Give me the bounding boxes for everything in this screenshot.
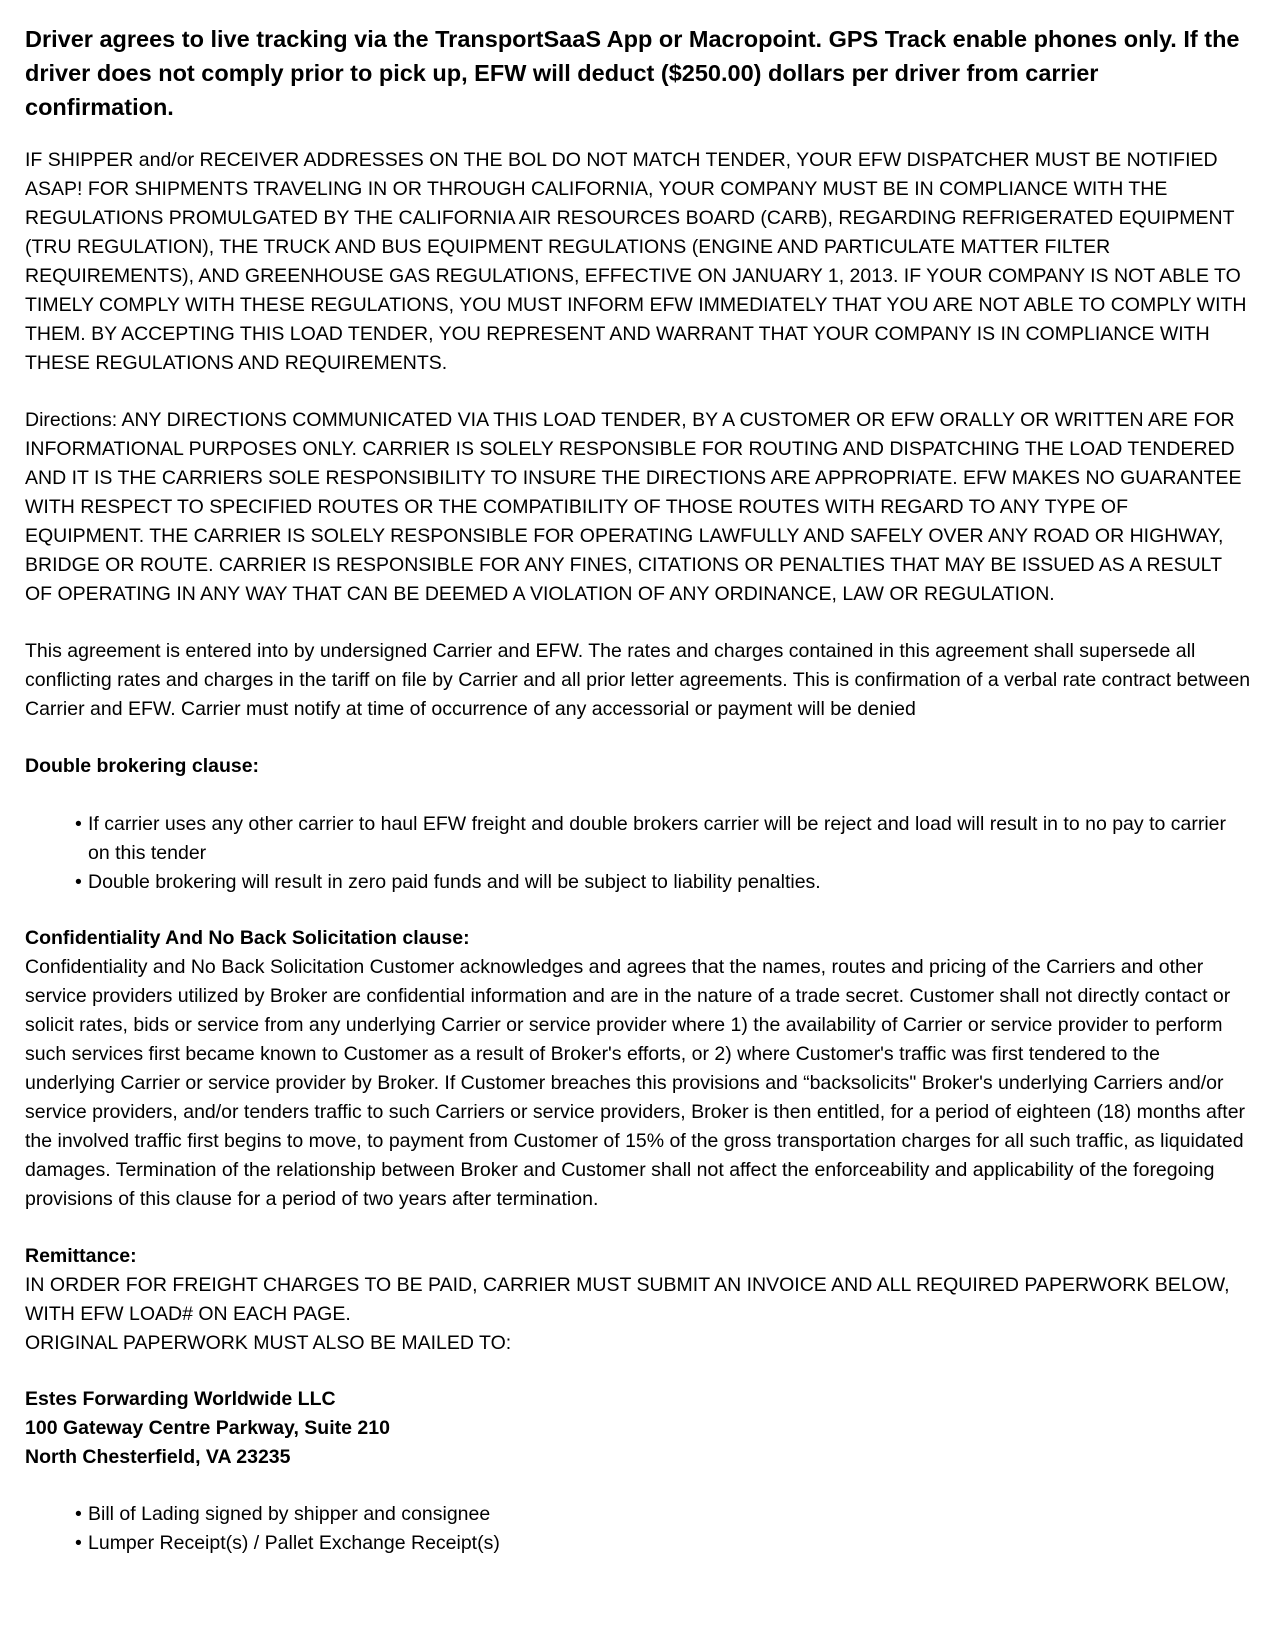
address-compliance-notice: IF SHIPPER and/or RECEIVER ADDRESSES ON THE BOL DO NOT MATCH TENDER, YOUR EFW DISPATCHER MUST BE NOTIFIED ASAP! FOR SHIPMENTS TRAVELING IN OR THROUGH CALIFORNIA, YOUR COMPANY MUST BE IN COMPLIANCE WITH THE REGULATIONS PROMULGATED BY THE CALIFORNIA AIR RESOURCES BOARD (CARB), REGARDING REFRIGERATED EQUIPMENT (TRU REGULATION), THE TRUCK AND BUS EQUIPMENT REGULATIONS (ENGINE AND PARTICULATE MATTER FILTER REQUIREMENTS), AND GREENHOUSE GAS REGULATIONS, EFFECTIVE ON JANUARY 1, 2013. IF YOUR COMPANY IS NOT ABLE TO TIMELY COMPLY WITH THESE REGULATIONS, YOU MUST INFORM EFW IMMEDIATELY THAT YOU ARE NOT ABLE TO COMPLY WITH THEM. BY ACCEPTING THIS LOAD TENDER, YOU REPRESENT AND WARRANT THAT YOUR COMPANY IS IN COMPLIANCE WITH THESE REGULATIONS AND REQUIREMENTS. <box>25 149 1247 374</box>
directions-notice: Directions: ANY DIRECTIONS COMMUNICATED VIA THIS LOAD TENDER, BY A CUSTOMER OR EFW ORALLY OR WRITTEN ARE FOR INFORMATIONAL PURPOSES ONLY. CARRIER IS SOLELY RESPONSIBLE FOR ROUTING AND DISPATCHING THE LOAD TENDERED AND IT IS THE CARRIERS SOLE RESPONSIBILITY TO INSURE THE DIRECTIONS ARE APPROPRIATE. EFW MAKES NO GUARANTEE WITH RESPECT TO SPECIFIED ROUTES OR THE COMPATIBILITY OF THOSE ROUTES WITH REGARD TO ANY TYPE OF EQUIPMENT. THE CARRIER IS SOLELY RESPONSIBLE FOR OPERATING LAWFULLY AND SAFELY OVER ANY ROAD OR HIGHWAY, BRIDGE OR ROUTE. CARRIER IS RESPONSIBLE FOR ANY FINES, CITATIONS OR PENALTIES THAT MAY BE ISSUED AS A RESULT OF OPERATING IN ANY WAY THAT CAN BE DEEMED A VIOLATION OF ANY ORDINANCE, LAW OR REGULATION. <box>25 409 1242 605</box>
double-brokering-heading: Double brokering clause: <box>25 755 260 777</box>
agreement-paragraph: This agreement is entered into by undersigned Carrier and EFW. The rates and charges contained in this agreement shall supersede all conflicting rates and charges in the tariff on file by Carrier and all prior letter agreements. This is confirmation of a verbal rate contract between Carrier and EFW. Carrier must notify at time of occurrence of any accessorial or payment will be denied <box>25 640 1251 720</box>
address-street: 100 Gateway Centre Parkway, Suite 210 <box>25 1417 390 1439</box>
remittance-instructions: IN ORDER FOR FREIGHT CHARGES TO BE PAID, CARRIER MUST SUBMIT AN INVOICE AND ALL REQUIRED PAPERWORK BELOW, WITH EFW LOAD# ON EACH PAGE. <box>25 1274 1230 1325</box>
confidentiality-heading: Confidentiality And No Back Solicitation clause: <box>25 927 470 949</box>
list-item: • Double brokering will result in zero paid funds and will be subject to liability penalties. <box>75 868 1251 897</box>
address-company: Estes Forwarding Worldwide LLC <box>25 1388 336 1410</box>
list-item: • Bill of Lading signed by shipper and consignee <box>75 1500 1251 1529</box>
required-paperwork-list <box>25 1500 1251 1558</box>
tracking-notice: Driver agrees to live tracking via the TransportSaaS App or Macropoint. GPS Track enable phones only. If the driver does not comply prior to pick up, EFW will deduct ($250.00) dollars per driver from carrier confirmation. <box>25 26 1240 120</box>
list-item: • Lumper Receipt(s) / Pallet Exchange Receipt(s) <box>75 1529 1251 1558</box>
remittance-heading: Remittance: <box>25 1245 137 1267</box>
remittance-mail-instruction: ORIGINAL PAPERWORK MUST ALSO BE MAILED TO: <box>25 1332 512 1354</box>
confidentiality-paragraph: Confidentiality and No Back Solicitation Customer acknowledges and agrees that the names, routes and pricing of the Carriers and other service providers utilized by Broker are confidential information and are in the nature of a trade secret. Customer shall not directly contact or solicit rates, bids or service from any underlying Carrier or service provider where 1) the availability of Carrier or service provider to perform such services first became known to Customer as a result of Broker's efforts, or 2) where Customer's traffic was first tendered to the underlying Carrier or service provider by Broker. If Customer breaches this provisions and “backsolicits" Broker's underlying Carriers and/or service providers, and/or tenders traffic to such Carriers or service providers, Broker is then entitled, for a period of eighteen (18) months after the involved traffic first begins to move, to payment from Customer of 15% of the gross transportation charges for all such traffic, as liquidated damages. Termination of the relationship between Broker and Customer shall not affect the enforceability and applicability of the foregoing provisions of this clause for a period of two years after termination. <box>25 956 1246 1210</box>
mailing-address <box>25 1385 1251 1472</box>
address-city: North Chesterfield, VA 23235 <box>25 1446 291 1468</box>
document-page <box>25 22 1251 1558</box>
double-brokering-list <box>25 810 1251 897</box>
list-item: • If carrier uses any other carrier to haul EFW freight and double brokers carrier will be reject and load will result in to no pay to carrier on this tender <box>75 810 1251 868</box>
